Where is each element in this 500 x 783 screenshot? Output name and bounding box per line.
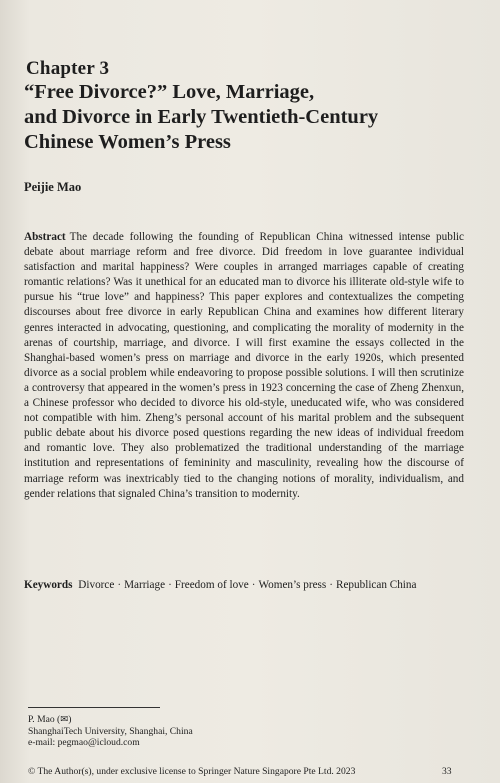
keywords-label: Keywords xyxy=(24,579,73,591)
keyword: Women’s press xyxy=(258,579,327,591)
page-number: 33 xyxy=(442,766,452,777)
chapter-title-line: “Free Divorce?” Love, Marriage, xyxy=(24,81,315,103)
abstract xyxy=(24,230,464,502)
chapter-title-line: and Divorce in Early Twentieth-Century xyxy=(24,106,379,128)
author-name: Peijie Mao xyxy=(24,180,82,194)
chapter-title-line: Chinese Women’s Press xyxy=(24,131,231,153)
affiliation-email[interactable]: e-mail: pegmao@icloud.com xyxy=(28,737,140,749)
abstract-text: The decade following the founding of Republican China witnessed intense public debate about marriage reform and free divorce. Did freedom in love guarantee individual satisfaction and marital happiness? Were couples in arranged marriages capable of creating romantic relations? Was it unethical for an educated man to divorce his illiterate old-style wife to pursue his “true love” and happiness? This paper explores and contextualizes the competing discourses about free divorce in early Republican China and examines how different literary genres interacted in advocating, questioning, and complicating the morality of modernity in the arenas of courtship, marriage, and divorce. I will first examine the essays collected in the Shanghai-based women’s press on marriage and divorce in the early 1920s, which presented divorce as a social problem while endeavoring to propose possible solutions. I will then scrutinize a controversy that appeared in the women’s press in 1923 concerning the case of Zheng Zhenxun, a Chinese professor who decided to divorce his old-style, uneducated wife, who was considered not compatible with him. Zheng’s personal account of his marital problem and the subsequent public debate about his divorce posed questions regarding the new ideas of individual freedom and romantic love. They also problematized the traditional understanding of the marriage institution and representations of femininity and masculinity, revealing how the discourse of marriage reform was inextricably tied to the changing notions of morality, individualism, and gender relations that signaled China’s transition to modernity. xyxy=(24,231,464,500)
keyword-separator: · xyxy=(117,579,122,591)
keyword: Marriage xyxy=(124,579,166,591)
chapter-label: Chapter 3 xyxy=(26,58,110,79)
abstract-label: Abstract xyxy=(24,231,66,243)
keyword-separator: · xyxy=(251,579,256,591)
keyword-separator: · xyxy=(168,579,172,591)
footnote-divider xyxy=(28,707,160,708)
affiliation-name: P. Mao (✉) xyxy=(28,714,72,725)
copyright-notice: © The Author(s), under exclusive license to Springer Nature Singapore Pte Ltd. 2023 xyxy=(28,766,356,777)
keyword: Republican China xyxy=(336,579,417,591)
affiliation-institution: ShanghaiTech University, Shanghai, China xyxy=(28,725,193,737)
author-affiliation xyxy=(28,714,328,749)
chapter-title xyxy=(24,80,464,155)
keyword: Freedom of love xyxy=(174,579,249,591)
keyword-separator: · xyxy=(329,579,333,591)
keywords xyxy=(24,578,464,593)
keyword: Divorce xyxy=(78,579,115,591)
